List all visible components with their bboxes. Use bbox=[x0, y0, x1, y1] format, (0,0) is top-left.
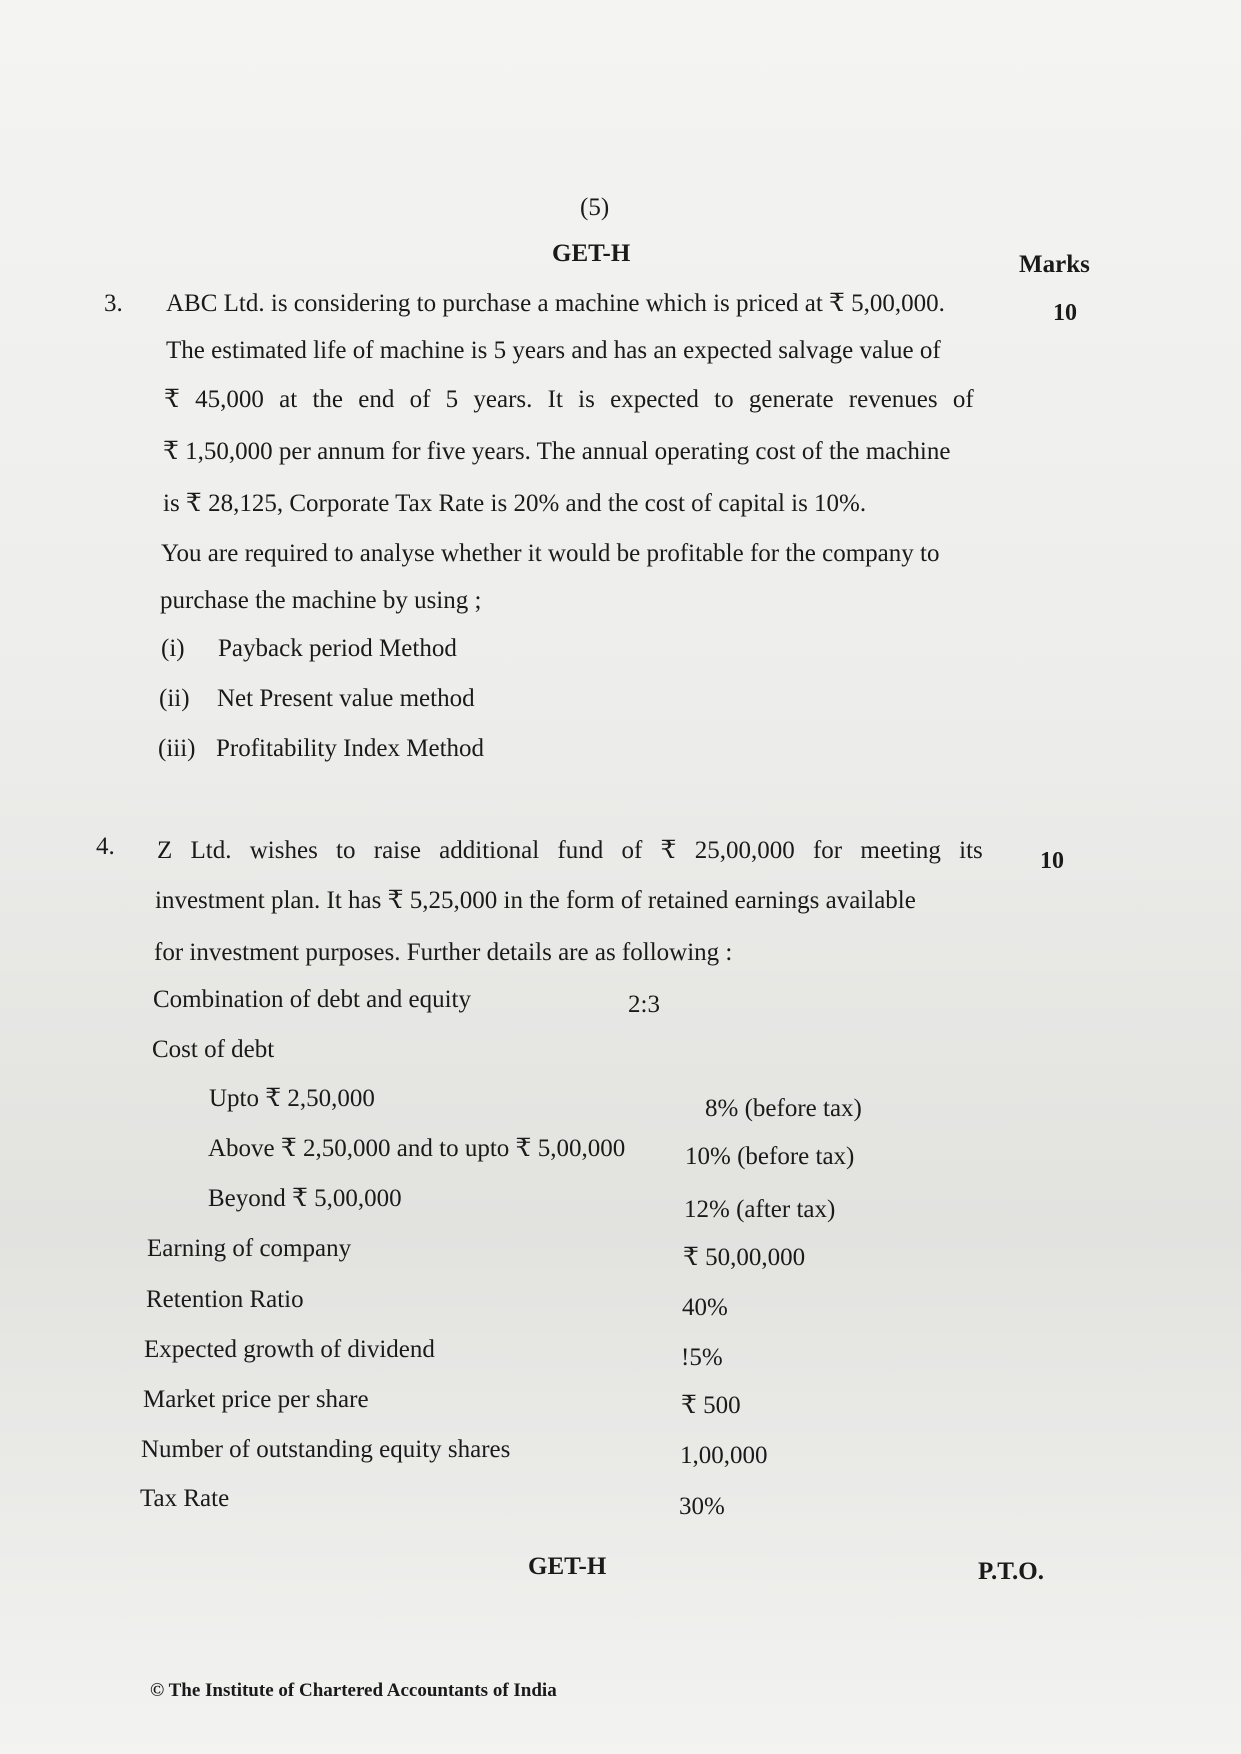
q3-method-3-num: (iii) bbox=[158, 735, 196, 762]
debt-row-1-value: 8% (before tax) bbox=[705, 1095, 862, 1122]
detail-tax-label: Tax Rate bbox=[140, 1485, 230, 1512]
q3-method-3-text: Profitability Index Method bbox=[216, 735, 485, 762]
cost-of-debt-label: Cost of debt bbox=[152, 1036, 275, 1063]
combination-label: Combination of debt and equity bbox=[153, 986, 472, 1013]
q3-line-3: ₹ 45,000 at the end of 5 years. It is expected to generate revenues of bbox=[164, 386, 974, 413]
combination-value: 2:3 bbox=[628, 991, 660, 1018]
detail-earning-value: ₹ 50,00,000 bbox=[683, 1244, 806, 1271]
q3-method-2-text: Net Present value method bbox=[217, 685, 475, 712]
detail-retention-label: Retention Ratio bbox=[146, 1286, 304, 1313]
q3-line-7: purchase the machine by using ; bbox=[160, 587, 482, 614]
q3-line-1: ABC Ltd. is considering to purchase a machine which is priced at ₹ 5,00,000. bbox=[166, 290, 945, 317]
copyright-notice: © The Institute of Chartered Accountants of India bbox=[150, 1680, 557, 1701]
q3-marks: 10 bbox=[1053, 300, 1077, 326]
debt-row-2-label: Above ₹ 2,50,000 and to upto ₹ 5,00,000 bbox=[208, 1135, 626, 1162]
detail-shares-label: Number of outstanding equity shares bbox=[141, 1436, 511, 1463]
marks-heading: Marks bbox=[1019, 251, 1090, 278]
q3-line-2: The estimated life of machine is 5 years and has an expected salvage value of bbox=[166, 337, 941, 364]
q4-line-3: for investment purposes. Further details are as following : bbox=[154, 939, 733, 966]
q3-line-5: is ₹ 28,125, Corporate Tax Rate is 20% and the cost of capital is 10%. bbox=[163, 490, 867, 517]
paper-code-header: GET-H bbox=[552, 240, 631, 267]
q3-method-1-num: (i) bbox=[161, 635, 185, 662]
debt-row-2-value: 10% (before tax) bbox=[685, 1143, 855, 1170]
q3-line-6: You are required to analyse whether it would be profitable for the company to bbox=[161, 540, 940, 567]
pto-label: P.T.O. bbox=[978, 1558, 1044, 1585]
detail-retention-value: 40% bbox=[682, 1294, 728, 1321]
q4-number: 4. bbox=[96, 833, 115, 860]
q4-line-1: Z Ltd. wishes to raise additional fund of ₹ 25,00,000 for meeting its bbox=[157, 837, 983, 864]
detail-shares-value: 1,00,000 bbox=[680, 1442, 768, 1469]
page-number: (5) bbox=[580, 194, 610, 221]
debt-row-1-label: Upto ₹ 2,50,000 bbox=[209, 1085, 375, 1112]
detail-tax-value: 30% bbox=[679, 1493, 725, 1520]
q3-number: 3. bbox=[104, 290, 123, 317]
q4-line-2: investment plan. It has ₹ 5,25,000 in the form of retained earnings available bbox=[155, 887, 916, 914]
q3-method-1-text: Payback period Method bbox=[218, 635, 457, 662]
detail-earning-label: Earning of company bbox=[147, 1235, 352, 1262]
q3-method-2-num: (ii) bbox=[159, 685, 190, 712]
detail-market-price-label: Market price per share bbox=[143, 1386, 369, 1413]
paper-code-footer: GET-H bbox=[528, 1553, 607, 1580]
q3-line-4: ₹ 1,50,000 per annum for five years. The annual operating cost of the machine bbox=[163, 438, 951, 465]
q4-marks: 10 bbox=[1040, 848, 1064, 874]
debt-row-3-value: 12% (after tax) bbox=[684, 1196, 836, 1223]
detail-growth-label: Expected growth of dividend bbox=[144, 1336, 435, 1363]
debt-row-3-label: Beyond ₹ 5,00,000 bbox=[208, 1185, 402, 1212]
detail-growth-value: !5% bbox=[681, 1344, 723, 1371]
detail-market-price-value: ₹ 500 bbox=[681, 1392, 741, 1419]
